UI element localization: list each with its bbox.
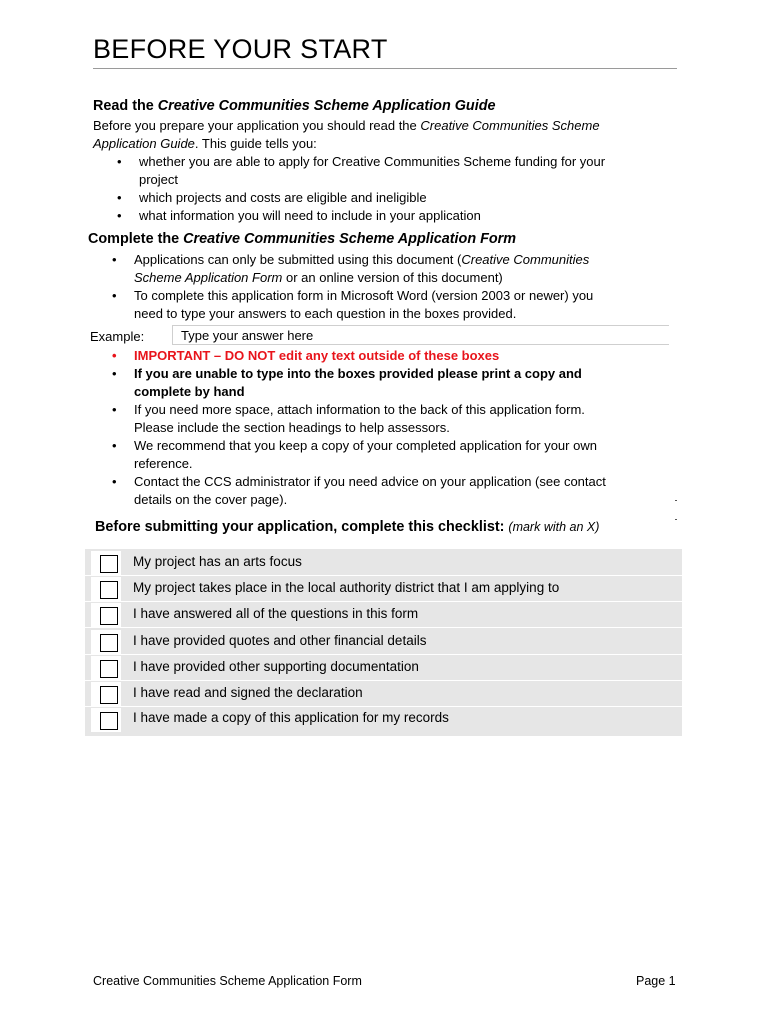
- list-item-text: We recommend that you keep a copy of your completed application for your own: [134, 438, 597, 453]
- checkbox-local-district[interactable]: [100, 581, 118, 599]
- footer-document-title: Creative Communities Scheme Application Form: [93, 974, 362, 988]
- checklist-item-label: I have read and signed the declaration: [133, 685, 363, 700]
- bullet-icon: •: [112, 474, 117, 489]
- checklist-row: [85, 575, 682, 602]
- example-answer-field[interactable]: Type your answer here: [172, 325, 669, 345]
- checkbox-cell: [91, 603, 121, 627]
- list-item-text: project: [139, 172, 179, 187]
- list-item-text: To complete this application form in Microsoft Word (version 2003 or newer) you: [134, 288, 594, 303]
- form-heading-title: Creative Communities Scheme Application Form: [183, 231, 517, 247]
- guide-heading-prefix: Read the: [93, 98, 158, 114]
- margin-mark: [675, 500, 677, 501]
- list-item: [112, 401, 679, 437]
- checkbox-cell: [91, 682, 121, 706]
- checklist-row: [85, 654, 682, 681]
- page-title: BEFORE YOUR START: [93, 34, 388, 64]
- checklist-row: [85, 628, 682, 655]
- form-heading-prefix: Complete the: [88, 231, 184, 247]
- list-item: [112, 437, 679, 473]
- list-item-italic: Scheme Application Form: [134, 270, 283, 285]
- list-item-text: or an online version of this document): [282, 270, 503, 285]
- bullet-icon: •: [112, 348, 117, 363]
- footer-page-number: Page 1: [636, 974, 676, 988]
- list-item: [117, 189, 679, 207]
- checklist-table: [85, 549, 682, 736]
- list-item: [112, 473, 679, 509]
- bullet-icon: •: [112, 438, 117, 453]
- title-divider: [93, 68, 677, 69]
- checkbox-answered-questions[interactable]: [100, 607, 118, 625]
- list-item-text: Applications can only be submitted using this document (: [134, 252, 462, 267]
- list-item: [112, 287, 674, 323]
- guide-intro: [93, 117, 673, 153]
- checklist-row: [85, 601, 682, 628]
- list-item-text: If you need more space, attach information to the back of this application form.: [134, 402, 585, 417]
- guide-intro-italic-1: Creative Communities Scheme: [420, 118, 600, 133]
- checkbox-quotes-provided[interactable]: [100, 634, 118, 652]
- list-item-text: If you are unable to type into the boxes provided please print a copy and: [134, 366, 582, 381]
- checkbox-supporting-docs[interactable]: [100, 660, 118, 678]
- bullet-icon: •: [112, 288, 117, 303]
- bullet-icon: •: [112, 402, 117, 417]
- checkbox-declaration-signed[interactable]: [100, 686, 118, 704]
- guide-intro-text: Before you prepare your application you should read the: [93, 118, 421, 133]
- checklist-row: [85, 680, 682, 707]
- form-bullets-1: [112, 251, 674, 323]
- checklist-item-label: My project has an arts focus: [133, 554, 302, 569]
- list-item: [117, 207, 679, 225]
- checklist-item-label: My project takes place in the local authority district that I am applying to: [133, 580, 560, 595]
- list-item-text: complete by hand: [134, 384, 245, 399]
- checkbox-cell: [91, 708, 121, 732]
- guide-intro-tail: . This guide tells you:: [194, 136, 317, 151]
- checklist-item-label: I have made a copy of this application for my records: [133, 710, 449, 725]
- list-item-text: which projects and costs are eligible and ineligible: [139, 190, 427, 205]
- guide-heading-title: Creative Communities Scheme Application Guide: [157, 98, 496, 114]
- bullet-icon: •: [112, 252, 117, 267]
- list-item-italic: Creative Communities: [461, 252, 590, 267]
- checkbox-copy-made[interactable]: [100, 712, 118, 730]
- bullet-icon: •: [117, 154, 122, 169]
- list-item: [112, 365, 679, 401]
- guide-intro-italic-2: Application Guide: [93, 136, 195, 151]
- bullet-icon: •: [112, 366, 117, 381]
- form-heading: [88, 231, 516, 247]
- checklist-item-label: I have answered all of the questions in this form: [133, 606, 419, 621]
- important-warning: IMPORTANT – DO NOT edit any text outside of these boxes: [134, 348, 500, 363]
- list-item: [112, 251, 674, 287]
- list-item-text: details on the cover page).: [134, 492, 288, 507]
- checkbox-arts-focus[interactable]: [100, 555, 118, 573]
- list-item: [112, 347, 679, 365]
- list-item-text: need to type your answers to each question in the boxes provided.: [134, 306, 517, 321]
- bullet-icon: •: [117, 190, 122, 205]
- guide-bullets: [117, 153, 679, 225]
- list-item-text: reference.: [134, 456, 193, 471]
- list-item-text: Contact the CCS administrator if you need advice on your application (see contact: [134, 474, 606, 489]
- form-bullets-2: [112, 347, 679, 509]
- guide-heading: [93, 98, 496, 114]
- checklist-row: [85, 706, 682, 732]
- margin-mark: [675, 519, 677, 520]
- list-item-text: whether you are able to apply for Creative Communities Scheme funding for your: [139, 154, 606, 169]
- checklist-item-label: I have provided other supporting documentation: [133, 659, 419, 674]
- checklist-row: [85, 549, 682, 576]
- example-label: Example:: [90, 329, 145, 344]
- list-item-text: Please include the section headings to help assessors.: [134, 420, 450, 435]
- bullet-icon: •: [117, 208, 122, 223]
- checkbox-cell: [91, 656, 121, 680]
- checkbox-cell: [91, 630, 121, 654]
- checkbox-cell: [91, 577, 121, 601]
- checkbox-cell: [91, 551, 121, 575]
- checklist-item-label: I have provided quotes and other financial details: [133, 633, 427, 648]
- list-item: [117, 153, 679, 189]
- list-item-text: what information you will need to include in your application: [139, 208, 481, 223]
- checklist-heading-text: Before submitting your application, complete this checklist:: [95, 519, 505, 535]
- checklist-heading: [95, 519, 599, 535]
- checklist-note: (mark with an X): [508, 520, 600, 534]
